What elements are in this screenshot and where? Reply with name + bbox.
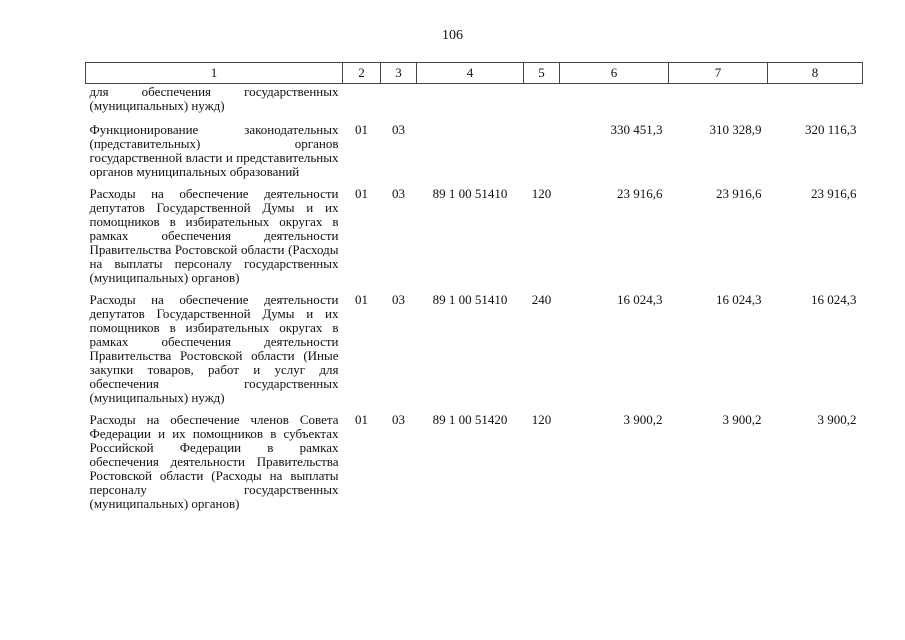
amount-col6: 330 451,3 (610, 122, 663, 137)
amount-col8 (768, 84, 863, 124)
expense-type-code (524, 123, 560, 187)
amount-col7: 16 024,3 (716, 292, 762, 307)
subsection-code (381, 84, 417, 124)
target-article-code: 89 1 00 51420 (432, 412, 508, 427)
section-code: 01 (355, 412, 368, 427)
row-description: Расходы на обеспечение деятельности депутатов Государственной Думы и их помощников в избирательных округах в рамках обеспечения деятельности Правительства Ростовской области (Расходы на выплаты персоналу государственных (муниципальных) органов) (89, 186, 339, 285)
row-description: Расходы на обеспечение деятельности депутатов Государственной Думы и их помощников в избирательных округах в рамках обеспечения деятельности Правительства Ростовской области (Иные закупки товаров, работ и услуг для обеспечения государственных (муниципальных) нужд) (89, 292, 339, 405)
amount-col8: 3 900,2 (817, 412, 857, 427)
column-header: 2 (343, 63, 381, 84)
section-code: 01 (355, 292, 368, 307)
table-row (86, 187, 863, 293)
column-header: 6 (560, 63, 669, 84)
column-header-row (86, 63, 863, 84)
row-description: для обеспечения государственных (муниципальных) нужд) (89, 84, 339, 113)
amount-col7 (669, 84, 768, 124)
section-code (343, 84, 381, 124)
target-article-code (417, 84, 524, 124)
amount-col6: 16 024,3 (617, 292, 663, 307)
subsection-code: 03 (392, 412, 405, 427)
amount-col6: 3 900,2 (623, 412, 663, 427)
column-header: 3 (381, 63, 417, 84)
section-code: 01 (355, 122, 368, 137)
amount-col8: 320 116,3 (804, 122, 857, 137)
amount-col8: 23 916,6 (811, 186, 857, 201)
subsection-code: 03 (392, 122, 405, 137)
column-header: 7 (669, 63, 768, 84)
target-article-code: 89 1 00 51410 (432, 292, 508, 307)
expense-type-code: 240 (531, 292, 552, 307)
amount-col6 (560, 84, 669, 124)
amount-col7: 3 900,2 (722, 412, 762, 427)
table-row (86, 123, 863, 187)
expense-type-code (524, 84, 560, 124)
budget-table (85, 62, 863, 519)
row-description: Функционирование законодательных (представительных) органов государственной власти и представительных органов муниципальных образований (89, 122, 339, 179)
table-row (86, 293, 863, 413)
amount-col7: 310 328,9 (709, 122, 762, 137)
target-article-code (417, 123, 524, 187)
amount-col8: 16 024,3 (811, 292, 857, 307)
amount-col6: 23 916,6 (617, 186, 663, 201)
column-header: 8 (768, 63, 863, 84)
subsection-code: 03 (392, 292, 405, 307)
expense-type-code: 120 (531, 186, 552, 201)
target-article-code: 89 1 00 51410 (432, 186, 508, 201)
section-code: 01 (355, 186, 368, 201)
column-header: 4 (417, 63, 524, 84)
table-row (86, 413, 863, 519)
subsection-code: 03 (392, 186, 405, 201)
page-number: 106 (442, 28, 463, 43)
column-header: 1 (86, 63, 343, 84)
table-row (86, 84, 863, 124)
column-header: 5 (524, 63, 560, 84)
expense-type-code: 120 (531, 412, 552, 427)
row-description: Расходы на обеспечение членов Совета Федерации и их помощников в субъектах Российской Федерации в рамках обеспечения деятельности Правительства Ростовской области (Расходы на выплаты персоналу государственных (муниципальных) органов) (89, 412, 339, 511)
amount-col7: 23 916,6 (716, 186, 762, 201)
